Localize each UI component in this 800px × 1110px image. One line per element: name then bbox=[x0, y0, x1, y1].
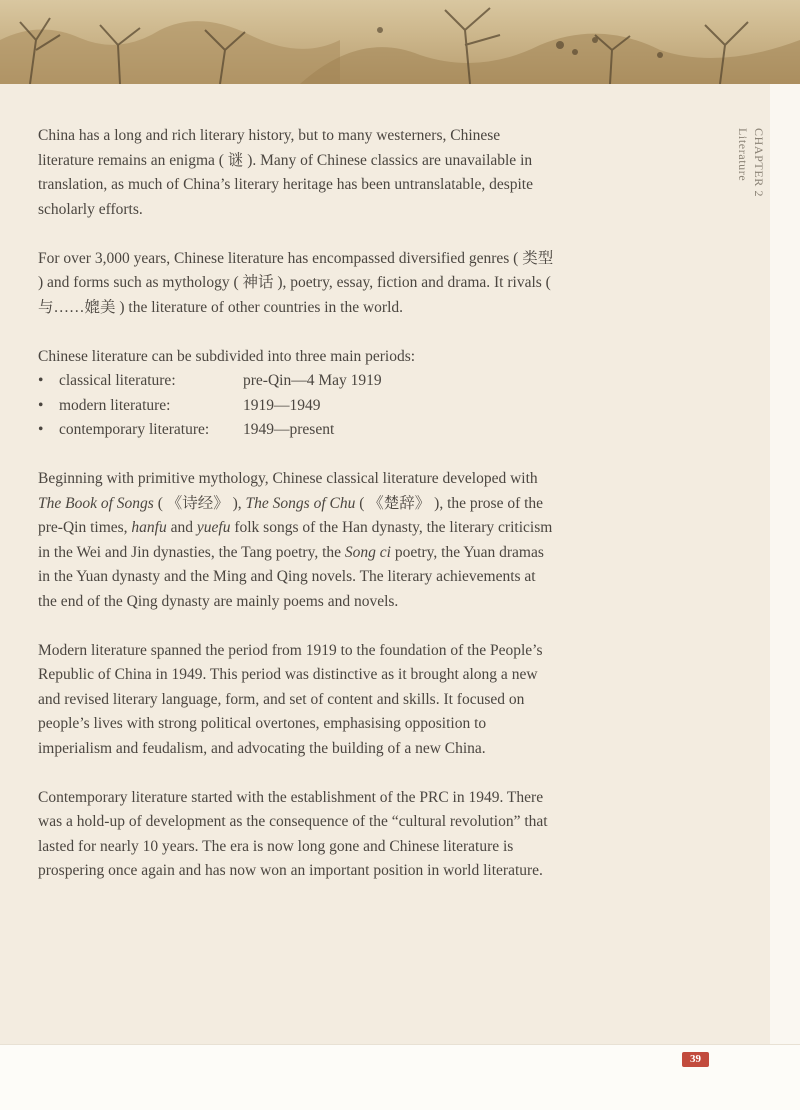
paragraph-2: For over 3,000 years, Chinese literature has encompassed diversified genres ( 类型 ) and forms such as mythology ( 神话 ), poetry, essay, fiction and drama. It rivals ( 与……媲美 ) the literature of other countries in the world. bbox=[38, 249, 554, 316]
paragraph-3-intro: Chinese literature can be subdivided into three main periods: bbox=[38, 347, 416, 365]
paragraph-6: Contemporary literature started with the establishment of the PRC in 1949. There was a hold-up of development as the consequence of the “cultural revolution” that lasted for nearly 10 years. The era is now long gone and Chinese literature is prospering once again and has now won an important position in world literature. bbox=[38, 788, 548, 879]
page-margin bbox=[770, 84, 800, 1044]
chapter-title: Literature bbox=[736, 128, 750, 182]
list-item: • classical literature: pre-Qin—4 May 1919 bbox=[38, 369, 558, 394]
periods-list bbox=[38, 369, 558, 443]
list-item: • contemporary literature: 1949—present bbox=[38, 418, 558, 443]
chapter-label: CHAPTER 2 bbox=[752, 128, 766, 198]
header-painting-banner bbox=[0, 0, 800, 84]
landscape-painting-illustration bbox=[0, 0, 800, 84]
page-bottom-rule bbox=[0, 1044, 800, 1045]
bullet-icon: • bbox=[38, 421, 44, 438]
bullet-icon: • bbox=[38, 396, 44, 414]
bullet-icon: • bbox=[38, 372, 44, 389]
paragraph-4: Beginning with primitive mythology, Chinese classical literature developed with The Book of Songs ( 《诗经》 ), The Songs of Chu ( 《楚辞》 ), the prose of the pre-Qin times, hanfu and yuefu folk songs of the Han dynasty, the literary criticism in the Wei and Jin dynasties, the Tang poetry, the Song ci poetry, the Yuan dramas in the Yuan dynasty and the Ming and Qing novels. The literary achievements at the end of the Qing dynasty are mainly poems and novels. bbox=[38, 470, 553, 610]
paragraph-1: China has a long and rich literary history, but to many westerners, Chinese literature remains an enigma ( 谜 ). Many of Chinese classics are unavailable in translation, as much of China’s literary heritage has been untranslatable, despite scholarly efforts. bbox=[38, 127, 533, 218]
page-number: 39 bbox=[682, 1052, 709, 1067]
chapter-side-heading bbox=[735, 128, 767, 197]
paragraph-5: Modern literature spanned the period from 1919 to the foundation of the People’s Republic of China in 1949. This period was distinctive as it brought along a new and revised literary language, form, and set of content and skills. It focused on people’s lives with strong political overtones, emphasising opposition to imperialism and feudalism, and advocating the building of a new China. bbox=[38, 641, 543, 757]
body-text bbox=[38, 124, 558, 908]
list-item: • modern literature: 1919—1949 bbox=[38, 394, 558, 419]
